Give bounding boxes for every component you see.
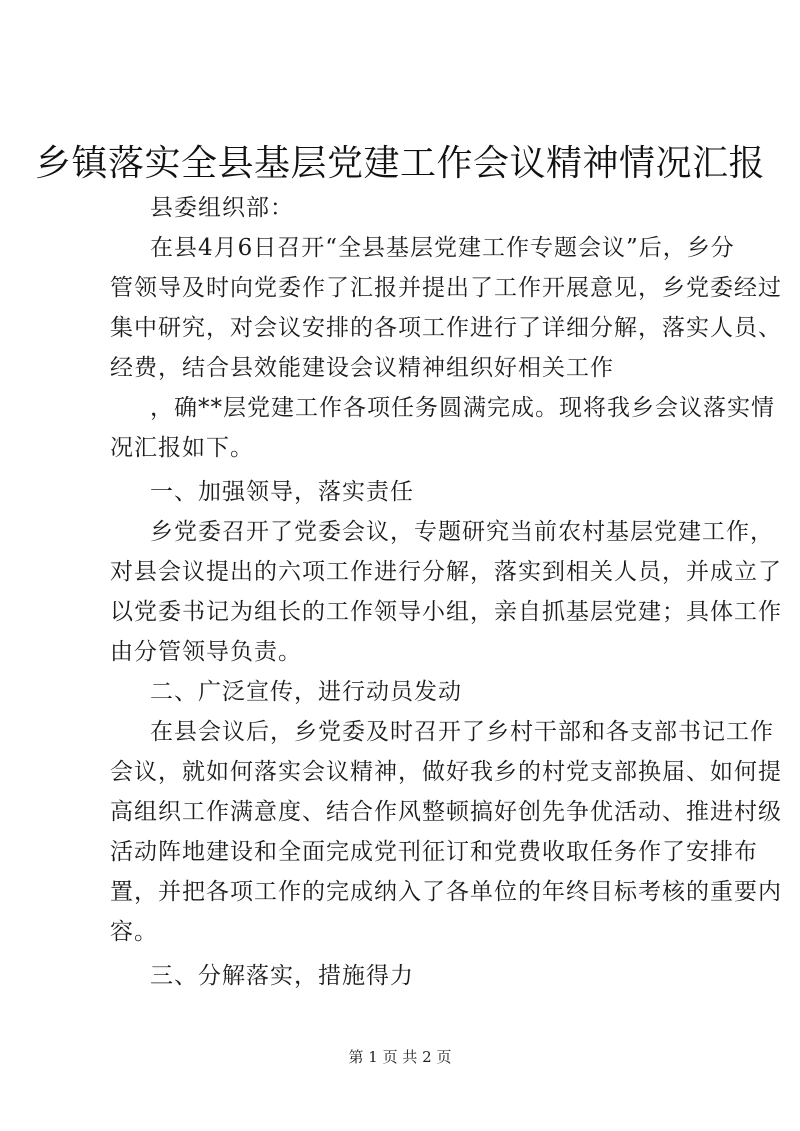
document-title: 乡镇落实全县基层党建工作会议精神情况汇报 xyxy=(34,143,765,184)
paragraph-line: 在县4月6日召开“全县基层党建工作专题会议”后，乡分 xyxy=(150,235,735,261)
paragraph-line: 经费，结合县效能建设会议精神组织好相关工作 xyxy=(110,355,614,381)
salutation: 县委组织部： xyxy=(150,195,294,221)
paragraph-line: 乡党委召开了党委会议，专题研究当前农村基层党建工作， xyxy=(150,519,774,545)
paragraph-line: 容。 xyxy=(110,919,158,945)
paragraph-line: 集中研究，对会议安排的各项工作进行了详细分解，落实人员、 xyxy=(110,315,782,341)
paragraph-line: 置，并把各项工作的完成纳入了各单位的年终目标考核的重要内 xyxy=(110,879,782,905)
paragraph-line: 况汇报如下。 xyxy=(110,435,254,461)
paragraph-line: 在县会议后，乡党委及时召开了乡村干部和各支部书记工作 xyxy=(150,719,774,745)
paragraph-line: 对县会议提出的六项工作进行分解，落实到相关人员，并成立了 xyxy=(110,559,782,585)
paragraph-line: 会议，就如何落实会议精神，做好我乡的村党支部换届、如何提 xyxy=(110,759,782,785)
section-heading: 三、分解落实，措施得力 xyxy=(150,963,414,989)
paragraph-line: ，确**层党建工作各项任务圆满完成。现将我乡会议落实情 xyxy=(150,395,775,421)
paragraph-line: 活动阵地建设和全面完成党刊征订和党费收取任务作了安排布 xyxy=(110,839,758,865)
paragraph-line: 管领导及时向党委作了汇报并提出了工作开展意见，乡党委经过 xyxy=(110,275,782,301)
paragraph-line: 由分管领导负责。 xyxy=(110,639,302,665)
section-heading: 一、加强领导，落实责任 xyxy=(150,479,414,505)
paragraph-line: 高组织工作满意度、结合作风整顿搞好创先争优活动、推进村级 xyxy=(110,799,782,825)
page-number-footer: 第 1 页 共 2 页 xyxy=(348,1048,452,1066)
paragraph-line: 以党委书记为组长的工作领导小组，亲自抓基层党建；具体工作 xyxy=(110,599,782,625)
section-heading: 二、广泛宣传，进行动员发动 xyxy=(150,679,462,705)
